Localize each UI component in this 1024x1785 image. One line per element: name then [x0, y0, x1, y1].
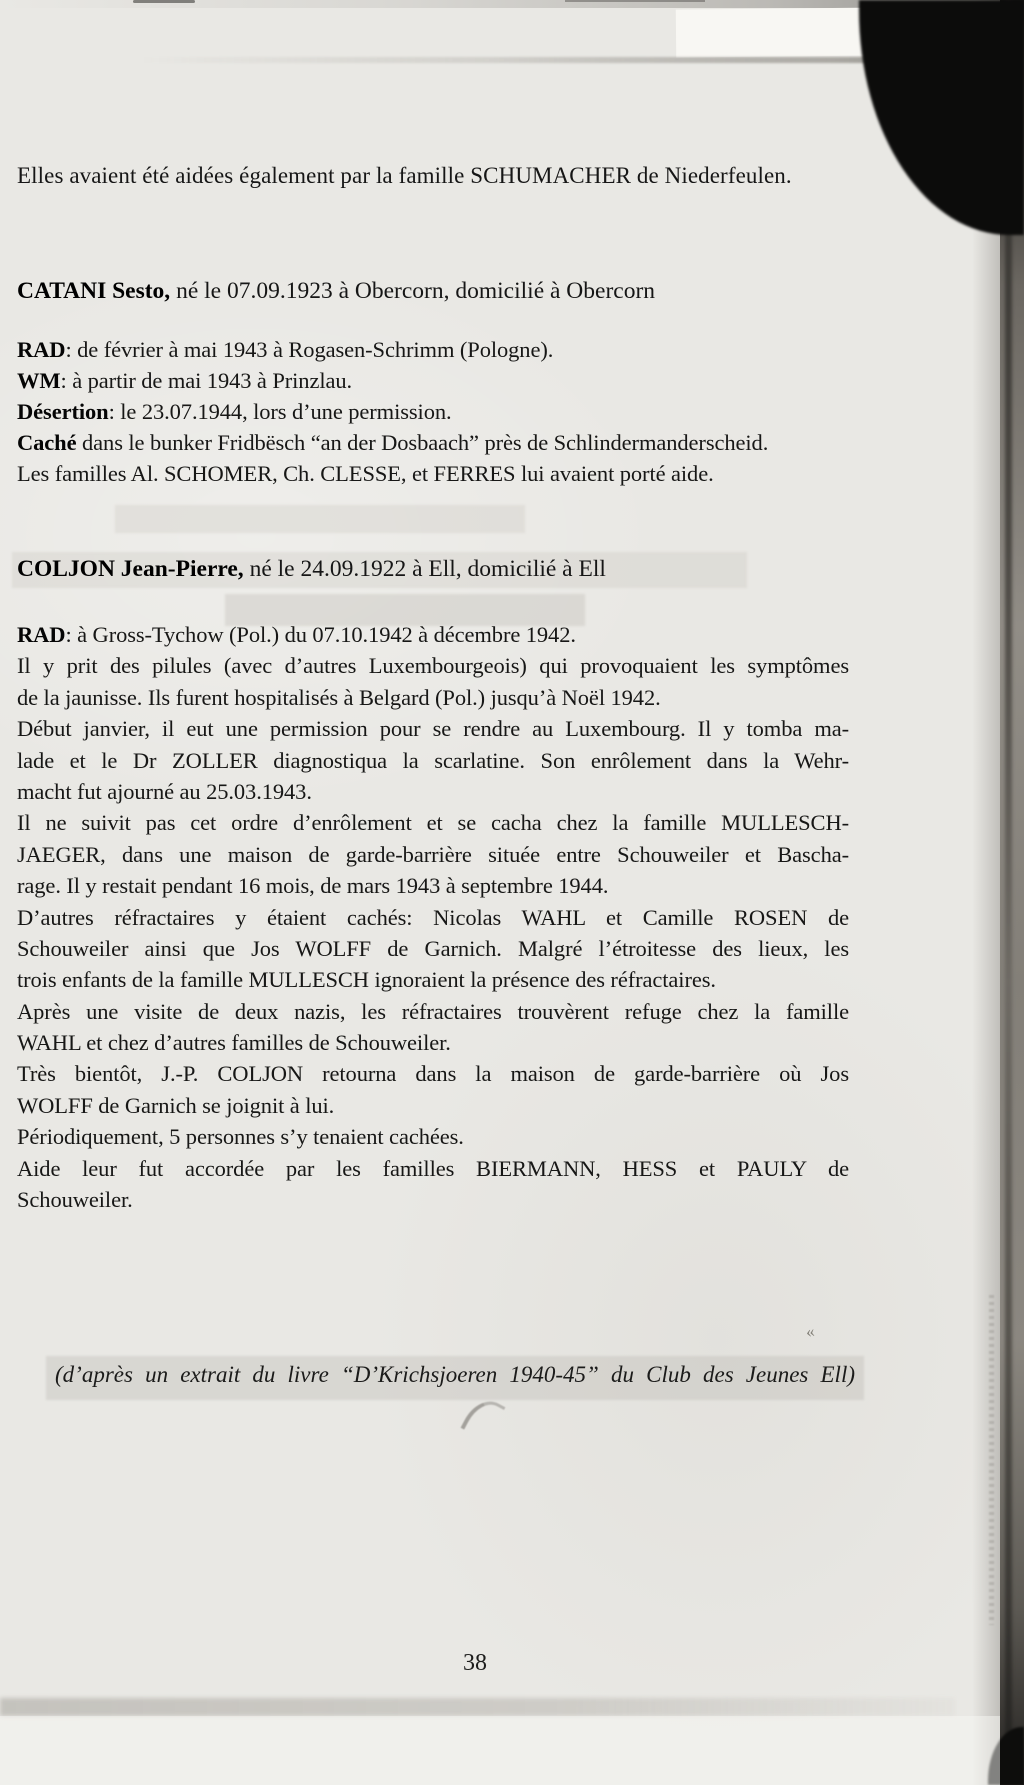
- margin-ghost-text: [989, 1295, 994, 1625]
- body-text-line: [17, 1121, 849, 1152]
- body-text-line: [17, 996, 849, 1027]
- entry-name-bold: COLJON Jean-Pierre,: [17, 556, 244, 582]
- body-text-line: [17, 745, 849, 776]
- line-text: rage. Il y restait pendant 16 mois, de mars 1943 à septembre 1944.: [17, 873, 609, 899]
- line-text: D’autres réfractaires y étaient cachés: Nicolas WAHL et Camille ROSEN de: [17, 904, 849, 930]
- line-text: Les familles Al. SCHOMER, Ch. CLESSE, et FERRES lui avaient porté aide.: [17, 461, 714, 486]
- body-text-line: [17, 902, 849, 933]
- scan-right-shadow: [972, 0, 1000, 1785]
- line-text: Schouweiler.: [17, 1187, 133, 1213]
- entry-body-catani: [17, 334, 849, 489]
- body-text-line: [17, 458, 849, 489]
- body-text-line: [17, 964, 849, 995]
- body-text-line: [17, 1184, 849, 1215]
- entry-name-bold: CATANI Sesto,: [17, 278, 171, 304]
- scan-bottom-strip: [0, 1716, 1000, 1785]
- scan-right-edge: [1000, 0, 1024, 1785]
- body-text-line: [17, 682, 849, 713]
- body-text-line: [17, 334, 849, 365]
- pencil-smudge-mark: [461, 1393, 506, 1442]
- line-text: Aide leur fut accordée par les familles BIERMANN, HESS et PAULY de: [17, 1155, 849, 1181]
- scan-top-dash: [565, 0, 705, 2]
- body-text-line: [17, 396, 849, 427]
- line-text: macht fut ajourné au 25.03.1943.: [17, 778, 312, 804]
- line-text: Schouweiler ainsi que Jos WOLFF de Garnich. Malgré l’étroitesse des lieux, les: [17, 935, 849, 961]
- line-text: dans le bunker Fridbësch “an der Dosbaach” près de Schlindermanderscheid.: [76, 430, 769, 455]
- line-text: Après une visite de deux nazis, les réfractaires trouvèrent refuge chez la famille: [17, 998, 849, 1024]
- bold-lead-word: WM: [17, 368, 61, 393]
- entry-heading-catani: [17, 278, 655, 305]
- line-text: JAEGER, dans une maison de garde-barrière située entre Schouweiler et Bascha-: [17, 841, 849, 867]
- line-text: Début janvier, il eut une permission pour se rendre au Luxembourg. Il y tomba ma-: [17, 716, 849, 742]
- small-ink-mark: «: [804, 1321, 816, 1342]
- body-text-line: [17, 713, 849, 744]
- scan-toner-band: [115, 505, 525, 533]
- body-text-line: [17, 933, 849, 964]
- body-text-line: [17, 1058, 849, 1089]
- body-text-line: [17, 1027, 849, 1058]
- page-number: 38: [463, 1650, 487, 1676]
- body-text-line: [17, 807, 849, 838]
- entry-heading-rest: né le 24.09.1922 à Ell, domicilié à Ell: [243, 556, 606, 582]
- intro-line: Elles avaient été aidées également par la famille SCHUMACHER de Niederfeulen.: [17, 163, 792, 188]
- line-text: Il y prit des pilules (avec d’autres Luxembourgeois) qui provoquaient les symptômes: [17, 653, 849, 679]
- scan-top-dash: [133, 0, 195, 3]
- bold-lead-word: RAD: [17, 622, 66, 647]
- line-text: WAHL et chez d’autres familles de Schouweiler.: [17, 1030, 451, 1056]
- line-text: WOLFF de Garnich se joignit à lui.: [17, 1092, 335, 1118]
- body-text-line: [17, 776, 849, 807]
- line-text: : le 23.07.1944, lors d’une permission.: [108, 399, 452, 424]
- body-text-line: [17, 839, 849, 870]
- entry-heading-rest: né le 07.09.1923 à Obercorn, domicilié à Obercorn: [170, 278, 656, 304]
- body-text-line: [17, 870, 849, 901]
- line-text: : de février à mai 1943 à Rogasen-Schrimm (Pologne).: [65, 337, 554, 362]
- line-text: lade et le Dr ZOLLER diagnostiqua la scarlatine. Son enrôlement dans la Wehr-: [17, 747, 849, 773]
- line-text: de la jaunisse. Ils furent hospitalisés à Belgard (Pol.) jusqu’à Noël 1942.: [17, 684, 661, 710]
- entry-heading-coljon: [17, 556, 606, 583]
- line-text: Il ne suivit pas cet ordre d’enrôlement et se cacha chez la famille MULLESCH-: [17, 810, 849, 836]
- body-text-line: [17, 650, 849, 681]
- scan-bottom-streak: [0, 1698, 955, 1716]
- body-text-line: [17, 619, 849, 650]
- scan-right-streak: [1005, 0, 1012, 1785]
- line-text: Périodiquement, 5 personnes s’y tenaient cachées.: [17, 1124, 464, 1150]
- entry-body-coljon: [17, 619, 849, 1215]
- line-text: : à Gross-Tychow (Pol.) du 07.10.1942 à décembre 1942.: [65, 622, 576, 647]
- bold-lead-word: RAD: [17, 337, 66, 362]
- bold-lead-word: Caché: [17, 430, 77, 455]
- source-citation: (d’après un extrait du livre “D’Krichsjoeren 1940-45” du Club des Jeunes Ell): [55, 1362, 855, 1387]
- line-text: Très bientôt, J.-P. COLJON retourna dans la maison de garde-barrière où Jos: [17, 1061, 849, 1087]
- line-text: trois enfants de la famille MULLESCH ignoraient la présence des réfractaires.: [17, 967, 716, 993]
- body-text-line: [17, 365, 849, 396]
- bold-lead-word: Désertion: [17, 399, 109, 424]
- line-text: : à partir de mai 1943 à Prinzlau.: [60, 368, 353, 393]
- body-text-line: [17, 427, 849, 458]
- body-text-line: [17, 1090, 849, 1121]
- scan-corner-top-right: [859, 0, 1024, 235]
- body-text-line: [17, 1153, 849, 1184]
